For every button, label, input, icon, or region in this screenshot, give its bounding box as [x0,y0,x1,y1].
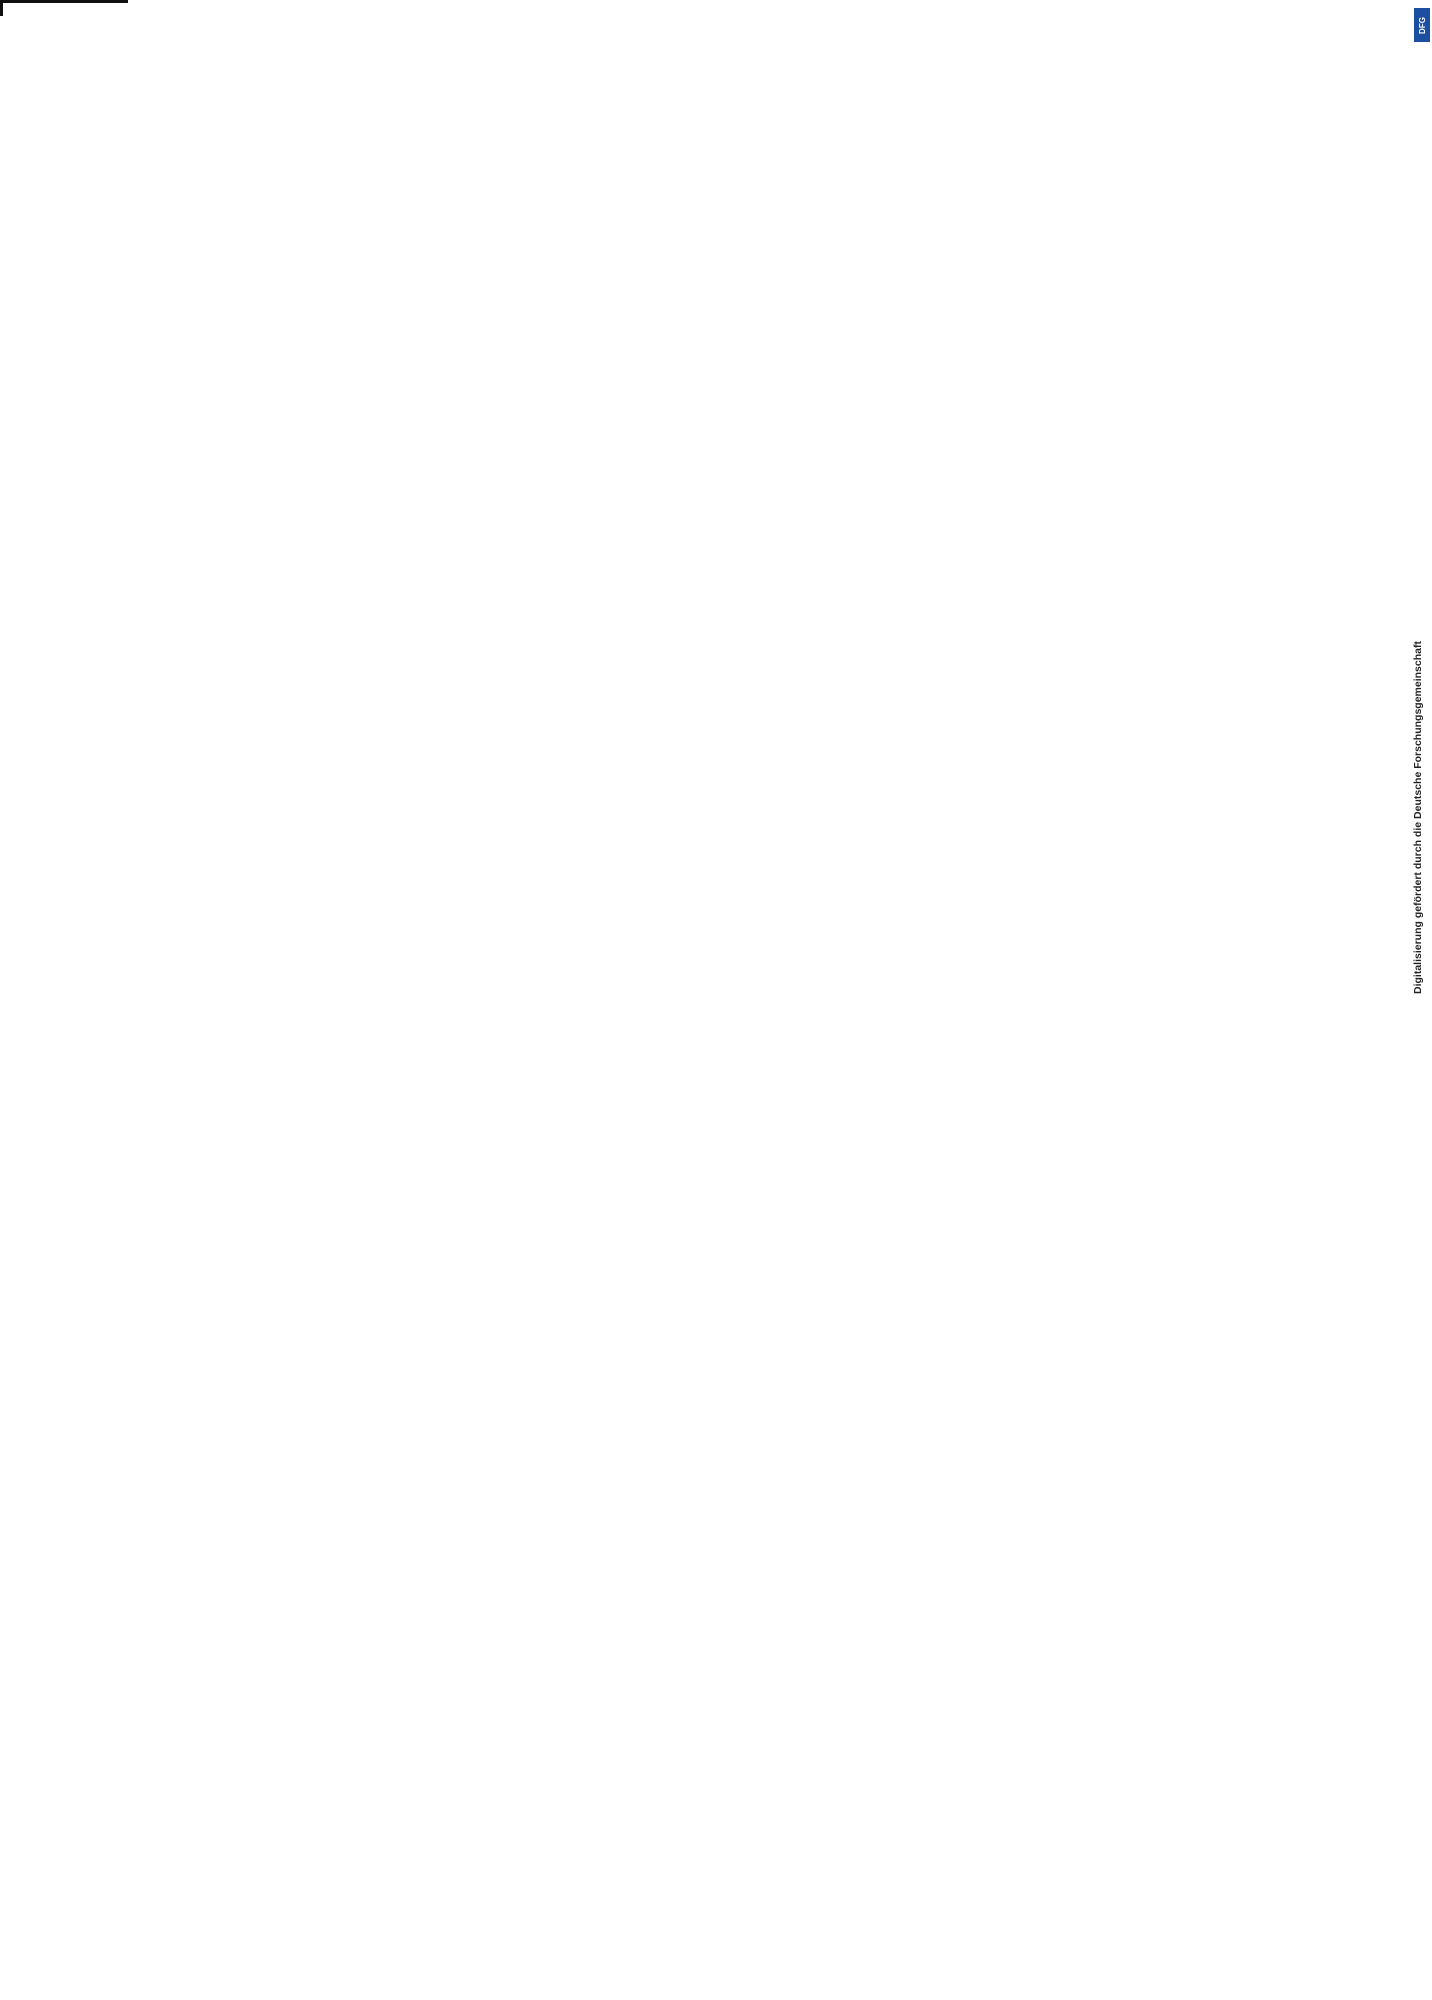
dfg-logo-text: DFG [1417,16,1427,34]
dfg-logo [1414,8,1430,42]
digitization-credit [1410,2,1432,998]
credit-text: Digitalisierung gefördert durch die Deutsche Forschungsgemeinschaft [1412,641,1424,994]
